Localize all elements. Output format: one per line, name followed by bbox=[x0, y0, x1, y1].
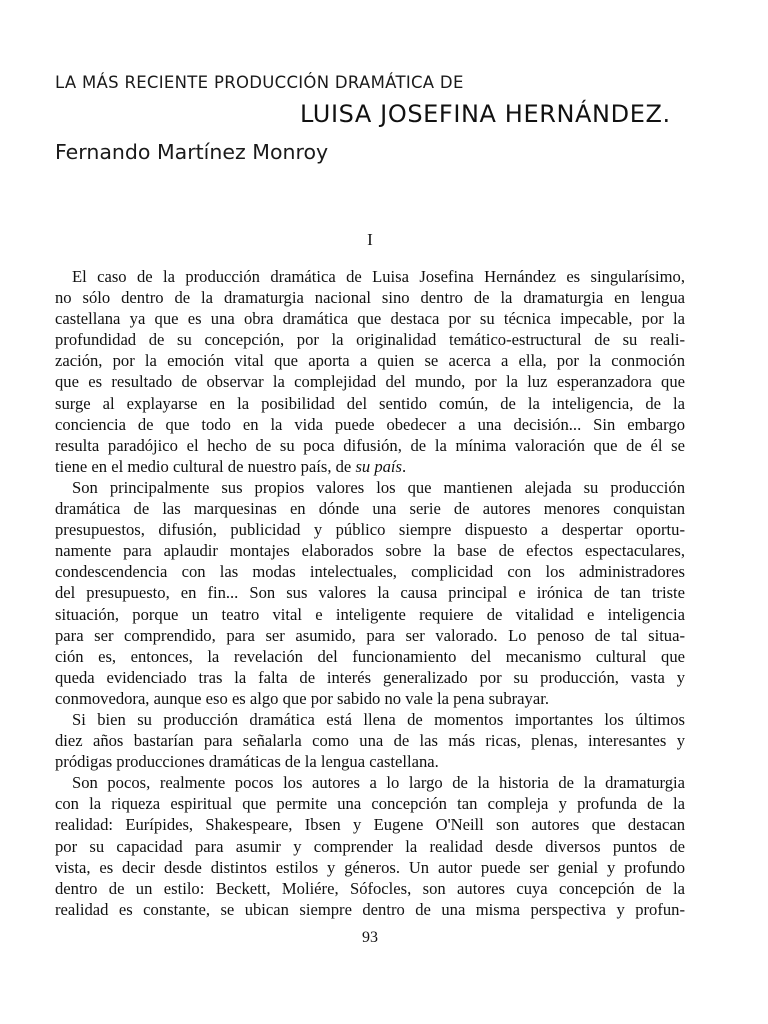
text-line: condescendencia con las modas intelectuales, complicidad con los administradores bbox=[55, 562, 685, 582]
text-line: del presupuesto, en fin... Son sus valores la causa principal e irónica de tan triste bbox=[55, 583, 685, 603]
text-line: profundidad de su concepción, por la originalidad temático-estructural de su reali- bbox=[55, 330, 685, 350]
text-line: surge al explayarse en la posibilidad del sentido común, de la inteligencia, de la bbox=[55, 393, 685, 413]
page-number: 93 bbox=[362, 929, 378, 946]
text-line: situación, porque un teatro vital e inteligente requiere de vitalidad e inteligencia bbox=[55, 604, 685, 624]
article-title: LUISA JOSEFINA HERNÁNDEZ. bbox=[300, 100, 671, 128]
text-line: pródigas producciones dramáticas de la lengua castellana. bbox=[55, 752, 439, 772]
text-line: resulta paradójico el hecho de su poca difusión, de la mínima valoración que de él se bbox=[55, 435, 685, 455]
text-line: zación, por la emoción vital que aporta a quien se acerca a ella, por la conmoción bbox=[55, 351, 685, 371]
text-line: namente para aplaudir montajes elaborados sobre la base de efectos espectaculares, bbox=[55, 541, 685, 561]
text-line: presupuestos, difusión, publicidad y público siempre dispuesto a despertar oportu- bbox=[55, 520, 685, 540]
text-line: ción es, entonces, la revelación del funcionamiento del mecanismo cultural que bbox=[55, 646, 685, 666]
text-line: dramática de las marquesinas en dónde una serie de autores menores conquistan bbox=[55, 499, 685, 519]
text-line: que es resultado de observar la complejidad del mundo, por la luz esperanzadora que bbox=[55, 372, 685, 392]
text-line: por su capacidad para asumir y comprender la realidad desde diversos puntos de bbox=[55, 836, 685, 856]
text-line: vista, es decir desde distintos estilos y géneros. Un autor puede ser genial y profundo bbox=[55, 857, 685, 877]
text-line: realidad es constante, se ubican siempre dentro de una misma perspectiva y profun- bbox=[55, 899, 685, 919]
text-line: Si bien su producción dramática está llena de momentos importantes los últimos bbox=[72, 709, 685, 729]
text-line: realidad: Eurípides, Shakespeare, Ibsen y Eugene O'Neill son autores que destacan bbox=[55, 815, 685, 835]
text-line: Son principalmente sus propios valores los que mantienen alejada su producción bbox=[72, 477, 685, 497]
text-line: conmovedora, aunque eso es algo que por sabido no vale la pena subrayar. bbox=[55, 688, 549, 708]
text-line: no sólo dentro de la dramaturgia nacional sino dentro de la dramaturgia en lengua bbox=[55, 288, 685, 308]
text-line: castellana ya que es una obra dramática que destaca por su técnica impecable, por la bbox=[55, 309, 685, 329]
text-line: Son pocos, realmente pocos los autores a lo largo de la historia de la dramaturgia bbox=[72, 773, 685, 793]
section-number: I bbox=[367, 230, 373, 249]
article-body bbox=[55, 266, 685, 920]
text-line: con la riqueza espiritual que permite una concepción tan compleja y profunda de la bbox=[55, 794, 685, 814]
emphasis-text: su país bbox=[355, 456, 403, 476]
text-line: diez años bastarían para señalarla como una de las más ricas, plenas, interesantes y bbox=[55, 731, 685, 751]
text-line: tiene en el medio cultural de nuestro país, de su país. bbox=[55, 456, 407, 476]
text-line: El caso de la producción dramática de Luisa Josefina Hernández es singularísimo, bbox=[72, 267, 685, 286]
article-author: Fernando Martínez Monroy bbox=[55, 140, 329, 164]
text-line: conciencia de que todo en la vida puede obedecer a una decisión... Sin embargo bbox=[55, 414, 685, 434]
text-line: queda evidenciado tras la falta de interés generalizado por su producción, vasta y bbox=[55, 667, 685, 687]
text-line: dentro de un estilo: Beckett, Moliére, Sófocles, son autores cuya concepción de la bbox=[55, 878, 685, 898]
text-line: para ser comprendido, para ser asumido, para ser valorado. Lo penoso de tal situa- bbox=[55, 625, 685, 645]
text-fragment: tiene en el medio cultural de nuestro país, de bbox=[55, 456, 352, 476]
article-kicker: LA MÁS RECIENTE PRODUCCIÓN DRAMÁTICA DE bbox=[55, 73, 464, 92]
